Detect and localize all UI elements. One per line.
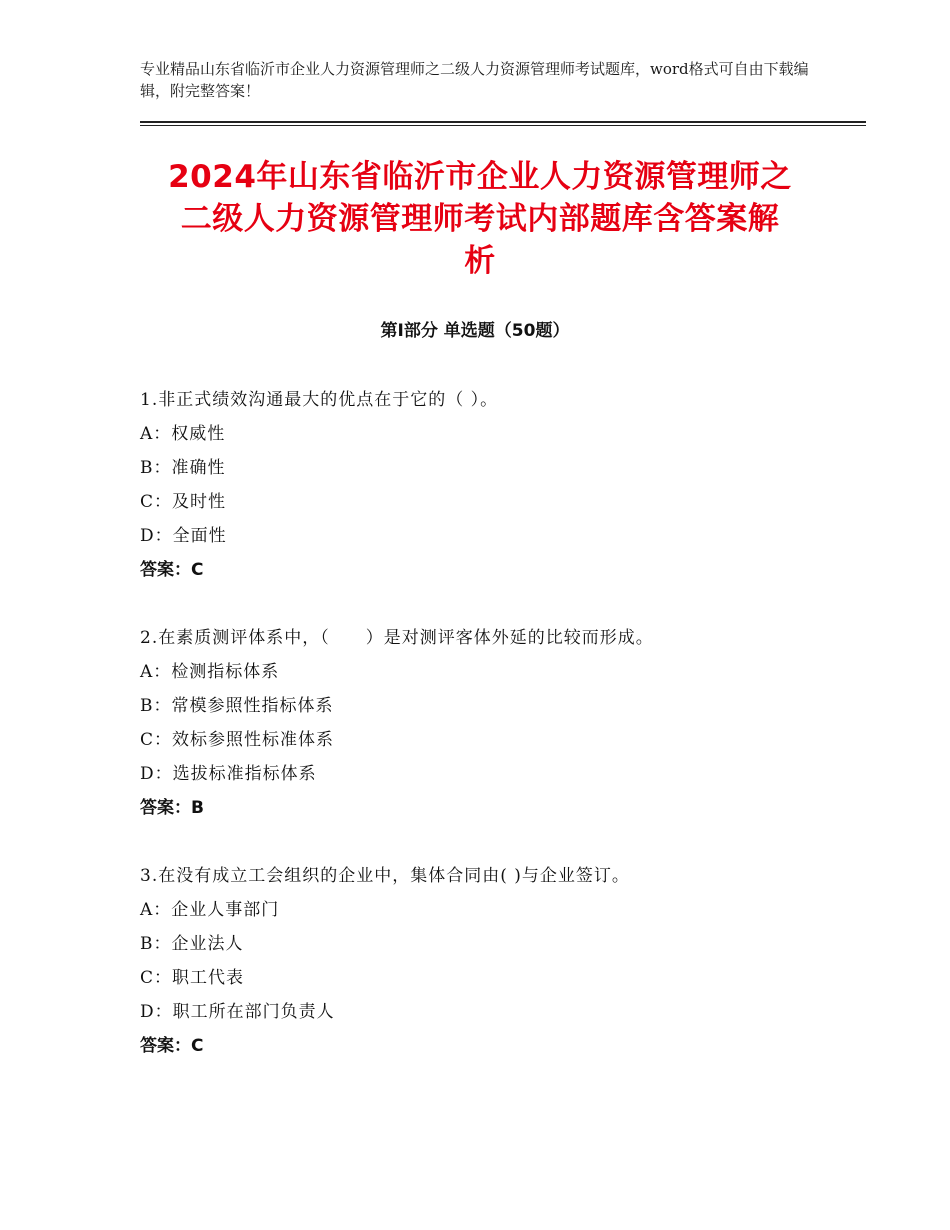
title-line: 析 xyxy=(464,243,496,279)
question-1 xyxy=(140,383,860,587)
header-rule-thin xyxy=(140,125,866,126)
option-d: D：全面性 xyxy=(140,526,227,546)
title-line: 二级人力资源管理师考试内部题库含答案解 xyxy=(180,201,780,237)
option-a: A：权威性 xyxy=(140,424,226,444)
answer: 答案：B xyxy=(140,798,204,818)
option-b: B：准确性 xyxy=(140,458,226,478)
option-c: C：职工代表 xyxy=(140,968,245,988)
header-rule-thick xyxy=(140,121,866,123)
answer: 答案：C xyxy=(140,1036,204,1056)
option-b: B：企业法人 xyxy=(140,934,244,954)
option-c: C：效标参照性标准体系 xyxy=(140,730,335,750)
answer: 答案：C xyxy=(140,560,204,580)
question-list xyxy=(140,383,860,1097)
option-c: C：及时性 xyxy=(140,492,227,512)
section-title: 第Ⅰ部分 单选题（50题） xyxy=(380,321,570,341)
option-d: D：选拔标准指标体系 xyxy=(140,764,317,784)
question-2 xyxy=(140,621,860,825)
option-d: D：职工所在部门负责人 xyxy=(140,1002,335,1022)
option-a: A：检测指标体系 xyxy=(140,662,280,682)
question-stem: 2.在素质测评体系中，（ ）是对测评客体外延的比较而形成。 xyxy=(140,628,654,648)
document-title xyxy=(135,156,825,282)
title-line: 2024年山东省临沂市企业人力资源管理师之 xyxy=(168,159,792,195)
question-3 xyxy=(140,859,860,1063)
option-a: A：企业人事部门 xyxy=(140,900,280,920)
header-note: 专业精品山东省临沂市企业人力资源管理师之二级人力资源管理师考试题库，word格式可自由下载编辑，附完整答案！ xyxy=(140,60,809,100)
question-stem: 3.在没有成立工会组织的企业中，集体合同由( )与企业签订。 xyxy=(140,866,630,886)
option-b: B：常模参照性指标体系 xyxy=(140,696,334,716)
question-stem: 1.非正式绩效沟通最大的优点在于它的（ ）。 xyxy=(140,390,499,410)
